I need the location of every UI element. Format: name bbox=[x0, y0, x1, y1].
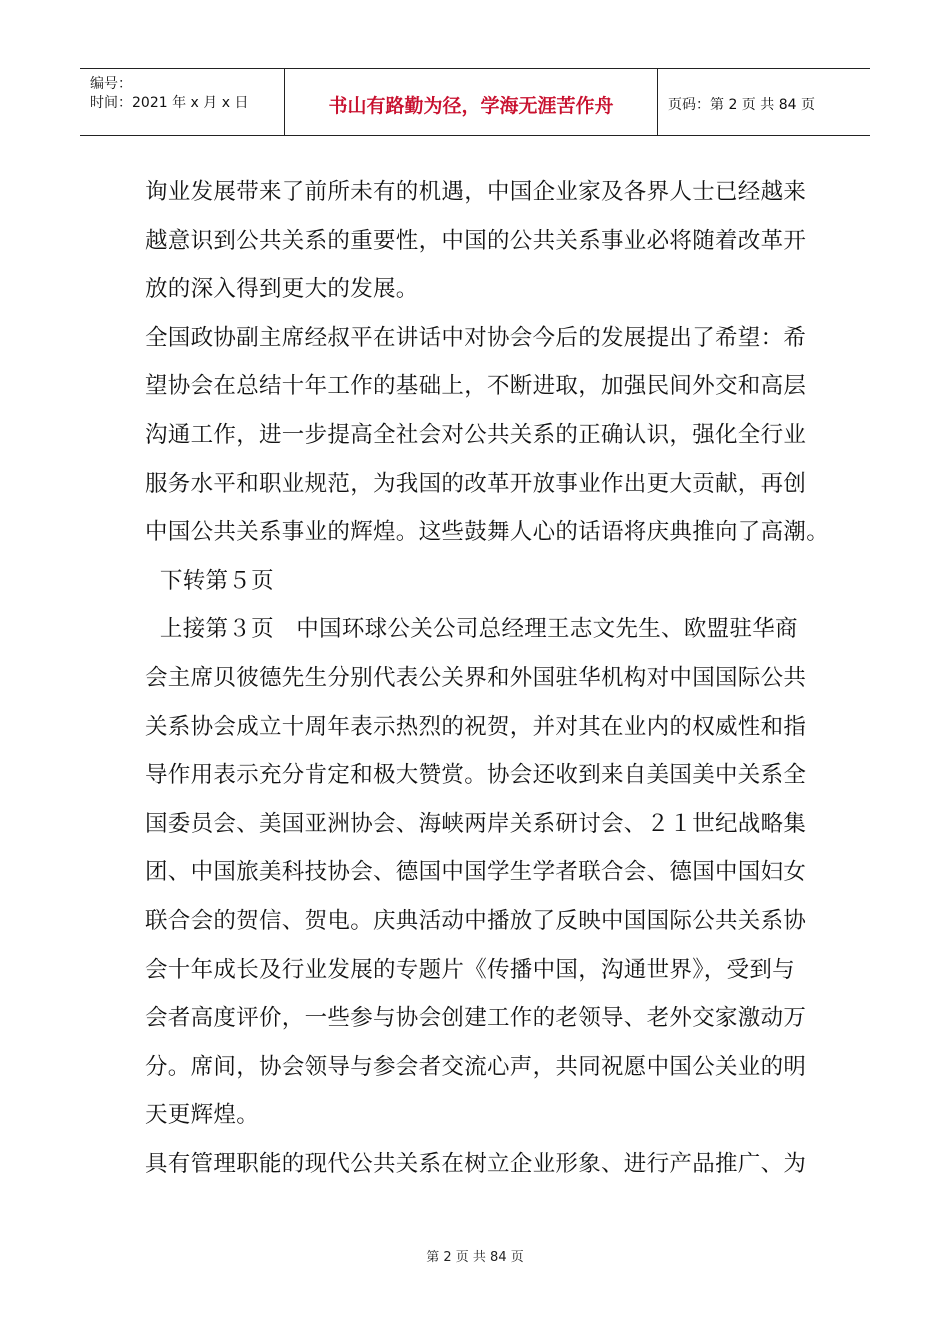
text-line: 沟通工作，进一步提高全社会对公共关系的正确认识，强化全行业 bbox=[145, 421, 807, 448]
page-footer: 第 2 页 共 84 页 bbox=[426, 1250, 524, 1265]
text-line: 导作用表示充分肯定和极大赞赏。协会还收到来自美国美中关系全 bbox=[145, 762, 807, 789]
text-line: 国委员会、美国亚洲协会、海峡两岸关系研讨会、２１世纪战略集 bbox=[145, 810, 807, 837]
header-meta bbox=[80, 69, 285, 135]
text-line: 越意识到公共关系的重要性，中国的公共关系事业必将随着改革开 bbox=[145, 227, 807, 254]
text-line: 天更辉煌。 bbox=[145, 1102, 260, 1129]
text-line: 上接第３页 中国环球公关公司总经理王志文先生、欧盟驻华商 bbox=[145, 616, 798, 643]
text-line: 会十年成长及行业发展的专题片《传播中国，沟通世界》，受到与 bbox=[145, 956, 795, 983]
serial-number-label: 编号： bbox=[90, 76, 132, 92]
text-line: 放的深入得到更大的发展。 bbox=[145, 276, 419, 303]
text-line: 会者高度评价，一些参与协会创建工作的老领导、老外交家激动万 bbox=[145, 1005, 807, 1032]
text-line: 询业发展带来了前所未有的机遇，中国企业家及各界人士已经越来 bbox=[145, 179, 807, 205]
text-line: 联合会的贺信、贺电。庆典活动中播放了反映中国国际公共关系协 bbox=[145, 907, 807, 934]
page-header bbox=[80, 68, 870, 136]
header-motto: 书山有路勤为径，学海无涯苦作舟 bbox=[285, 69, 658, 135]
text-line: 望协会在总结十年工作的基础上，不断进取，加强民间外交和高层 bbox=[145, 373, 807, 400]
text-line: 团、中国旅美科技协会、德国中国学生学者联合会、德国中国妇女 bbox=[145, 859, 807, 886]
text-line: 中国公共关系事业的辉煌。这些鼓舞人心的话语将庆典推向了高潮。 bbox=[145, 519, 830, 546]
text-line: 会主席贝彼德先生分别代表公关界和外国驻华机构对中国国际公共 bbox=[145, 664, 807, 691]
text-line: 具有管理职能的现代公共关系在树立企业形象、进行产品推广、为 bbox=[145, 1150, 807, 1177]
date-label: 时间：2021 年 x 月 x 日 bbox=[90, 95, 249, 111]
text-line: 分。席间，协会领导与参会者交流心声，共同祝愿中国公关业的明 bbox=[145, 1053, 807, 1080]
text-line: 下转第５页 bbox=[145, 567, 274, 594]
text-line: 关系协会成立十周年表示热烈的祝贺，并对其在业内的权威性和指 bbox=[145, 713, 807, 740]
text-line: 全国政协副主席经叔平在讲话中对协会今后的发展提出了希望：希 bbox=[145, 324, 807, 351]
header-page-info: 页码：第 2 页 共 84 页 bbox=[668, 97, 815, 113]
text-line: 服务水平和职业规范，为我国的改革开放事业作出更大贡献，再创 bbox=[145, 470, 807, 497]
document-body bbox=[145, 168, 830, 1188]
